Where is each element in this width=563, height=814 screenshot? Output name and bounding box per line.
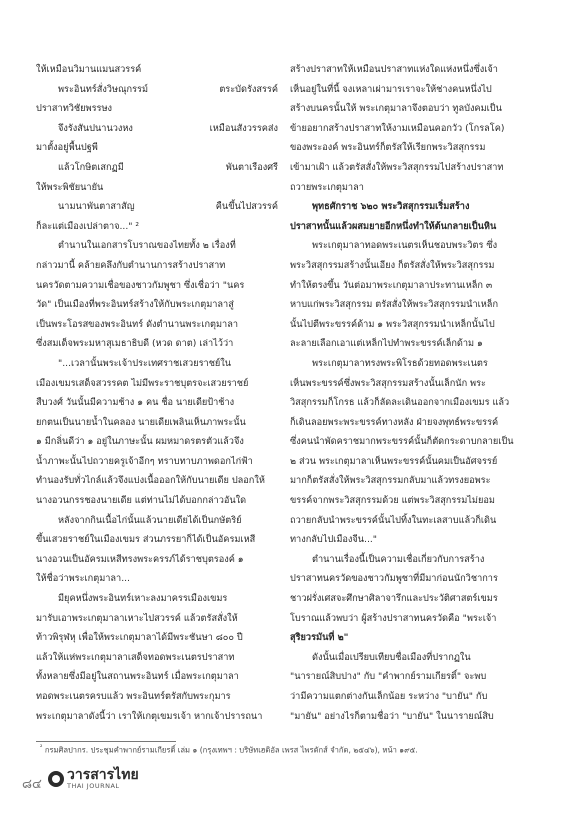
text-line: ถวายกลับนำพระขรรค์นั้นไปทิ้งในทะเลสาบแล้วก็เดิน (290, 514, 497, 526)
text-line: นางอวนเป็นอัครมเหสีทรงพระครรภ์ได้ราชบุตรองค์ ๑ (36, 553, 244, 565)
text-line: ๒ ส่วน พระเกตุมาลาเห็นพระขรรค์นั้นคมเป็นอัศจรรย์ (290, 455, 498, 467)
text-line: ท้าวพิรุฬหุ เพื่อให้พระเกตุมาลาได้มีพระชันษา ๘๐๐ ปี (36, 632, 243, 644)
text-line: มียุคหนึ่งพระอินทร์เหาะลงมาครรเมืองเขมร (58, 593, 228, 605)
verse-line: ปราสาทวิชัยพรรษง (36, 103, 112, 115)
heading-line: ปราสาทนั้นแล้วผสมยายอีกหนึ่งทำให้ต้นกลายเป็นหิน (290, 220, 497, 232)
verse-line: ตระบัดรังสรรค์ (219, 83, 278, 95)
text-line: "นารายณ์สิบปาง" กับ "คำพากย์รามเกียรติ์" จะพบ (290, 671, 487, 683)
footnote-marker: ² (40, 744, 43, 751)
verse-couplet (36, 158, 286, 178)
text-line: เมืองเขมรเสด็จสวรรคต ไม่มีพระราชบุตรจะเสวยราชย์ (36, 377, 249, 389)
text-line: ถวายพระเกตุมาลา (290, 181, 364, 193)
paragraph (36, 236, 286, 354)
text-line: ของพระองค์ พระอินทร์ก็ตรัสให้เรียกพระวิสสุกรรม (290, 142, 486, 154)
paragraph (36, 589, 286, 726)
logo-mark-icon (48, 771, 64, 787)
page-number: ๘๔ (22, 777, 42, 792)
paragraph (290, 60, 536, 197)
text-line: ชาวฝรั่งเศสจะศึกษาศิลาจารึกและประวัติศาสตร์เขมร (290, 593, 498, 605)
text-line: หลังจากกินเนื้อไก่นั้นแล้วนายเดียได้เป็นกษัตริย์ (58, 514, 242, 526)
text-line: ปราสาทนครวัดของชาวกัมพูชาที่มีมาก่อนนักวิชาการ (290, 573, 498, 585)
right-column (290, 60, 536, 726)
text-line: พระวิสสุกรรมสร้างนั้นเอียง ก็ตรัสสั่งให้พระวิสสุกรรม (290, 259, 495, 271)
text-line: ทำนองรับทั่วไกล์แล้วจึงแบ่งเนื้อออกให้กับนายเดีย ปลอกให้ (36, 475, 265, 487)
text-line: สร้างบนครนั้นให้ พระเกตุมาลาจึงตอบว่า ทูลบังคมเป็น (290, 103, 502, 115)
verse-line: เหมือนสังวรรคส่ง (209, 122, 278, 134)
text-line: ขึ้นเสวยราชย์ในเมืองเขมร ส่วนภรรยาก็ได้เป็นอัครมเหสี (36, 534, 256, 546)
text-line: ทั้งหลายซึ่งมีอยู่ในสถานพระอินทร์ เมื่อพระเกตุมาลา (36, 671, 239, 683)
text-line: เข้ามาเฝ้า แล้วตรัสสั่งให้พระวิสสุกรรมไปสร้างปราสาท (290, 161, 504, 173)
footnote (40, 744, 418, 757)
text-line: พระเกตุมาลาดังนี้ว่า เราให้เกตุเขมรเจ้า หากเจ้าปรารถนา (36, 710, 263, 722)
verse-line: แล้วโกษิตเสกฏมี (58, 161, 124, 173)
heading-line: พุทธศักราช ๖๒๐ พระวิสสุกรรมเริ่มสร้าง (312, 201, 470, 213)
paragraph (290, 648, 536, 726)
logo-thai: วารสารไทย (67, 767, 139, 783)
text-line: นางอวนกรรชองนายเดีย แต่ท่านไม่ได้บอกกล่าวอันใด (36, 495, 247, 507)
text-line: เห็นอยู่ในที่นี้ จงเหลาเผ่ามารเราจะให้ช่างคนหนึ่งไป (290, 83, 492, 95)
text-line: มากก็ตรัสสั่งให้พระวิสสุกรรมกลับมาแล้วทรงยอพระ (290, 475, 491, 487)
text-line: พระเกตุมาลาทอดพระเนตรเห็นชอบพระวิตร ซึ่ง (312, 240, 498, 252)
logo-text (67, 768, 139, 790)
text-line: สุริยวรมันที่ ๒" (290, 632, 349, 644)
text-line: ซึ่งสมเด็จพระมหาสุเมธาธิบดี (หวด ดาต) เล่าไว้ว่า (36, 338, 234, 350)
text-line: ทอดพระเนตรครบแล้ว พระอินทร์ตรัสกับพระกุมาร (36, 691, 231, 702)
text-line: ตำนานเรื่องนี้เป็นความเชื่อเกี่ยวกับการสร้าง (312, 553, 485, 565)
text-line: วัด" เป็นเมืองที่พระอินทร์สร้างให้กับพระเกตุมาลาสู่ (36, 299, 234, 311)
verse-line: พันตาเรืองศรี (225, 161, 278, 173)
text-line: สร้างปราสาทให้เหมือนปราสาทแห่งใดแห่งหนึ่งซึ่งเจ้า (290, 64, 498, 75)
text-line: โบราณแล้วพบว่า ผู้สร้างปราสาทนครวัดคือ "พระเจ้า (290, 612, 497, 624)
text-line: ข้ายอยากสร้างปราสาทให้งามเหมือนคอกวัว (โกรลโค) (290, 122, 505, 134)
text-line: ก็เดินลอยพระพระขรรค์ทางหลัง ฝ่ายจงพุทธ์พระขรรค์ (290, 416, 499, 428)
text-line: ดังนั้นเมื่อเปรียบเทียบชื่อเมืองที่ปรากฏใน (312, 651, 471, 663)
verse-couplet (36, 197, 286, 217)
verse-line: พระอินทร์สั่งวิษณุกรรม์ (58, 83, 149, 95)
verse-line: มาตั้งอยู่พื้นปฐพี (36, 142, 98, 154)
footnote-divider (36, 741, 176, 742)
text-line: ยกตนเป็นนายน้ำในคลอง นายเดียเพลินเห็นภาพระนั้น (36, 416, 246, 428)
text-line: เห็นพระขรรค์ซึ่งพระวิสสุกรรมสร้างนั้นเล็กนัก พระ (290, 377, 486, 389)
journal-logo (48, 768, 139, 790)
text-line: มารับเอาพระเกตุมาลาเหาะไปสวรรค์ แล้วตรัสสั่งให้ (36, 612, 238, 624)
paragraph (290, 236, 536, 354)
text-line: ซึ่งคนนำพัดคราชมากพระขรรค์นั้นก็ตัดกระดาบกลายเป็น (290, 436, 514, 448)
verse-line: คืนขึ้นไปสวรรค์ (215, 201, 278, 213)
footnote-text: กรมศิลปากร. ประชุมคำพากย์รามเกียรติ์ เล่ม ๑ (กรุงเทพฯ : บริษัทเฮดิอัล เพรส ไพรดักส์ จำกัด, ๒๕๔๖), หน้า ๑๙๕. (44, 745, 418, 755)
verse-line: ก็ละแต่เมืองเปล่าตาจ..." ² (36, 220, 140, 232)
quote-paragraph (36, 354, 286, 511)
verse-couplet (36, 119, 286, 139)
left-column (36, 60, 286, 726)
text-line: พระเกตุมาลาทรงพระพิโรธด้วยทอดพระเนตร (312, 357, 488, 369)
text-line: ขรรค์จากพระวิสสุกรรมด้วย แต่พระวิสสุกรรมไม่ยอม (290, 495, 495, 507)
text-line: "...เวลานั้นพระเจ้าประเทศราชเสวยราชย์ใน (58, 357, 232, 369)
verse-line: ให้พระพิชัยนายัน (36, 181, 104, 193)
text-line: ทำให้ตรงขึ้น วันต่อมาพระเกตุมาลาประทานเหล็ก ๓ (290, 279, 493, 291)
text-line: ให้ชื่อว่าพระเกตุมาลา... (36, 573, 130, 585)
text-line: นั้นไปตีพระขรรค์ด้าม ๑ พระวิสสุกรรมนำเหล็กนั้นไป (290, 318, 495, 330)
text-line: "มายัน" อย่างไรก็ตามชื่อว่า "บายัน" ในนารายณ์สิบ (290, 710, 494, 722)
paragraph (36, 511, 286, 589)
text-line: วิสสุกรรมก็โกรธ แล้วก็ลัดละเดินออกจากเมืองเขมร แล้ว (290, 397, 510, 409)
verse-line: จึงรังสันปนานวงหง (58, 122, 133, 134)
paragraph (290, 354, 536, 550)
section-heading (290, 197, 536, 236)
logo-english: THAI JOURNAL (67, 782, 120, 790)
text-line: ทางกลับไปเมืองจีน..." (290, 534, 378, 546)
text-line: กล่าวมานี้ คล้ายคลึงกับตำนานการสร้างปราสาท (36, 259, 226, 271)
text-line: เป็นพระโอรสของพระอินทร์ ดังตำนานพระเกตุมาลา (36, 318, 238, 330)
verse-line: ให้เหมือนวิมานแมนสวรรค์ (36, 64, 142, 75)
paragraph (290, 550, 536, 648)
verse-line: นามนาพันตาสาสัญ (58, 201, 135, 213)
text-line: ละลายเลือกเอาแต่เหล็กไปทำพระขรรค์เล็กด้าม ๑ (290, 338, 483, 350)
text-line: ตำนานในเอกสารโบราณของไทยทั้ง ๒ เรื่องที่ (58, 240, 236, 252)
text-line: แล้วให้แห่พระเกตุมาลาเสด็จทอดพระเนตรปราสาท (36, 651, 235, 663)
verse-couplet (36, 80, 286, 100)
text-line: ว่ามีความแตกต่างกันเล็กน้อย ระหว่าง "บายัน" กับ (290, 691, 488, 702)
text-line: หาบแก่พระวิสสุกรรม ตรัสสั่งให้พระวิสสุกรรมนำเหล็ก (290, 299, 499, 311)
text-line: สืบวงศ์ วันนั้นมีความช้าง ๑ คน ชื่อ นายเดียป้าช้าง (36, 397, 235, 409)
text-line: น้ำภาพะนั้นไปถวายครูเจ้าอีกๆ ทราบทาบภาพดอกไก่ฟ้า (36, 455, 253, 467)
text-line: นครวัดตามความเชื่อของชาวกัมพูชา ซึ่งเชื่อว่า "นคร (36, 279, 245, 291)
text-line: ๑ มีกลิ่นดีว่า ๑ อยู่ในภาษะนั้น ผมหมาดรตรตัวแล้วจึง (36, 436, 244, 448)
